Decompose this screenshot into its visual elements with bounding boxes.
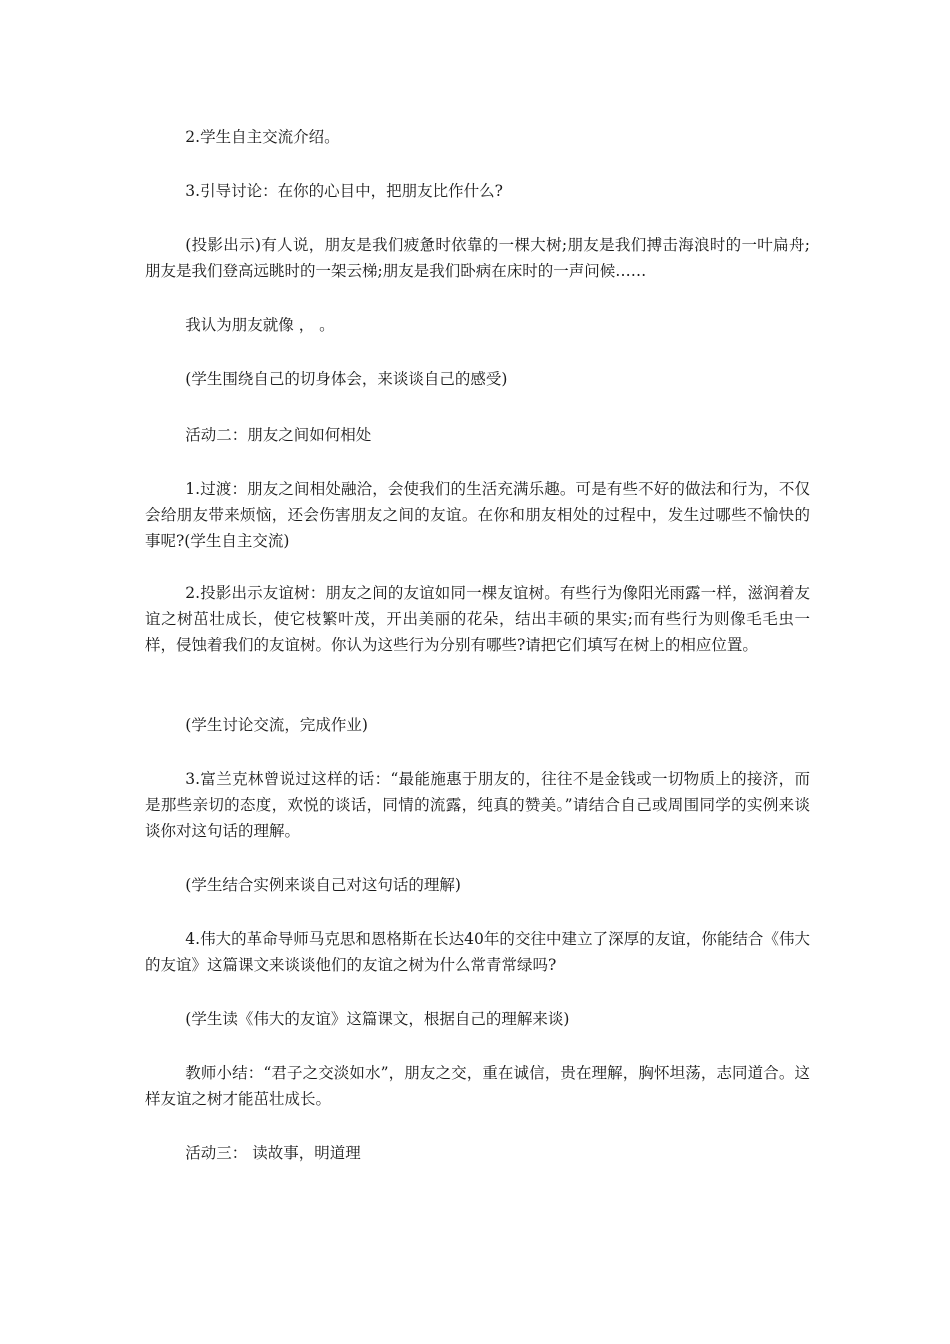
paragraph-teacher-summary: 教师小结：“君子之交淡如水”，朋友之交，重在诚信，贵在理解，胸怀坦荡，志同道合。这样友谊之树才能茁壮成长。	[145, 1064, 810, 1108]
paragraph-friend-is-like: 我认为朋友就像 ， 。	[185, 316, 335, 334]
paragraph-transition: 1.过渡：朋友之间相处融洽，会使我们的生活充满乐趣。可是有些不好的做法和行为，不仅会给朋友带来烦恼，还会伤害朋友之间的友谊。在你和朋友相处的过程中，发生过哪些不愉快的事呢?(学生自主交流)	[145, 480, 810, 550]
paragraph-student-examples: (学生结合实例来谈自己对这句话的理解)	[185, 876, 461, 894]
paragraph-marx-engels: 4.伟大的革命导师马克思和恩格斯在长达40年的交往中建立了深厚的友谊，你能结合《伟大的友谊》这篇课文来谈谈他们的友谊之树为什么常青常绿吗?	[145, 930, 810, 974]
paragraph-student-exchange: 2.学生自主交流介绍。	[185, 128, 340, 146]
paragraph-franklin-quote: 3.富兰克林曾说过这样的话：“最能施惠于朋友的，往往不是金钱或一切物质上的接济，而是那些亲切的态度，欢悦的谈话，同情的流露，纯真的赞美。”请结合自己或周围同学的实例来谈谈你对这句话的理解。	[145, 770, 810, 840]
paragraph-student-reading: (学生读《伟大的友谊》这篇课文，根据自己的理解来谈)	[185, 1010, 570, 1028]
heading-activity-two: 活动二：朋友之间如何相处	[185, 426, 372, 444]
heading-activity-three: 活动三： 读故事，明道理	[185, 1144, 361, 1162]
paragraph-projection-metaphors: (投影出示)有人说，朋友是我们疲惫时依靠的一棵大树;朋友是我们搏击海浪时的一叶扁舟;朋友是我们登高远眺时的一架云梯;朋友是我们卧病在床时的一声问候……	[145, 236, 810, 280]
paragraph-friendship-tree: 2.投影出示友谊树：朋友之间的友谊如同一棵友谊树。有些行为像阳光雨露一样，滋润着友谊之树茁壮成长，使它枝繁叶茂，开出美丽的花朵，结出丰硕的果实;而有些行为则像毛毛虫一样，侵蚀着我们的友谊树。你认为这些行为分别有哪些?请把它们填写在树上的相应位置。	[145, 584, 810, 654]
paragraph-guided-discussion: 3.引导讨论：在你的心目中，把朋友比作什么?	[185, 182, 503, 200]
paragraph-student-discussion: (学生讨论交流，完成作业)	[185, 716, 368, 734]
paragraph-student-feelings: (学生围绕自己的切身体会，来谈谈自己的感受)	[185, 370, 508, 388]
